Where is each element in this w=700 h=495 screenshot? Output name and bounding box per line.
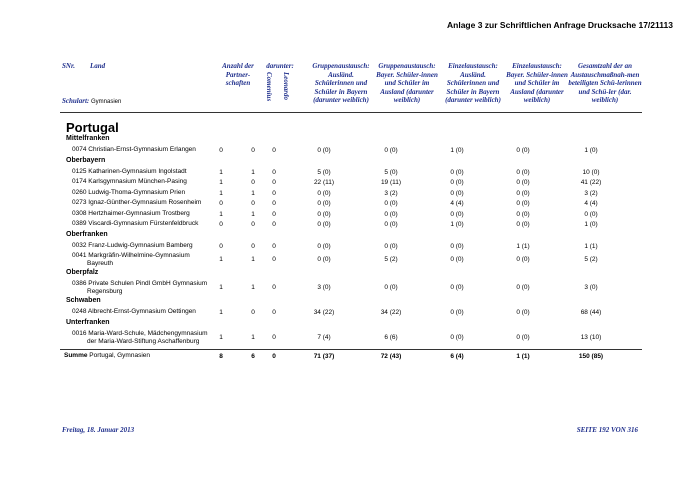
schulart-label: Schulart: [62, 97, 90, 105]
table-row [60, 178, 642, 188]
cell-e2: 1 (1) [516, 242, 530, 250]
school-name-line2: Regensburg [87, 288, 123, 295]
cell-c: 0 [272, 221, 276, 228]
cell-g2: 0 (0) [384, 210, 398, 218]
school-name [72, 146, 196, 154]
school-name [72, 330, 208, 346]
school-name-line1: 0041 Markgräfin-Wilhelmine-Gymnasium [72, 252, 190, 259]
cell-a: 0 [219, 242, 223, 250]
school-name [72, 242, 193, 250]
header-rule [60, 112, 642, 113]
table-row [60, 168, 642, 178]
region-label: Oberpfalz [66, 269, 99, 276]
annex-title: Anlage 3 zur Schriftlichen Anfrage Drucksache 17/21113 [447, 20, 673, 30]
cell-e1: 0 (0) [450, 309, 464, 316]
table-row [60, 146, 642, 156]
cell-g2: 34 (22) [380, 309, 402, 316]
school-name-line1: 0248 Albrecht-Ernst-Gymnasium Oettingen [72, 308, 196, 315]
cell-c: 0 [272, 179, 276, 186]
cell-g2: 3 (2) [384, 189, 398, 197]
cell-e2: 0 (0) [516, 333, 530, 341]
cell-g1: 0 (0) [317, 189, 331, 197]
cell-a: 1 [219, 189, 223, 197]
region-label: Oberbayern [66, 156, 106, 164]
cell-t: 10 (0) [582, 168, 600, 176]
cell-e1: 0 (0) [450, 210, 464, 218]
cell-c: 0 [272, 309, 276, 316]
cell-b: 0 [251, 221, 255, 228]
cell-c: 0 [272, 242, 276, 250]
cell-c: 0 [272, 147, 276, 154]
cell-e1: 0 (0) [450, 242, 464, 250]
cell-b: 0 [251, 147, 255, 154]
cell-e2: 0 (0) [516, 189, 530, 197]
header-col3: Einzelaustausch: Ausländ. Schülerinnen und Schüler in Bayern (darunter weiblich) [445, 62, 501, 104]
cell-c: 0 [272, 210, 276, 218]
cell-e1: 0 (0) [450, 256, 464, 263]
cell-a: 1 [219, 333, 223, 341]
cell-g2: 0 (0) [384, 221, 398, 228]
cell-g2: 5 (2) [384, 256, 398, 263]
cell-t: 41 (22) [580, 179, 602, 186]
sum-cell-g1: 71 (37) [313, 352, 335, 360]
sum-rule [60, 349, 642, 350]
school-name-line1: 0273 Ignaz-Günther-Gymnasium Rosenheim [72, 199, 202, 206]
schulart-value: Gymnasien [90, 99, 122, 105]
cell-t: 3 (0) [584, 284, 598, 291]
header-col4: Einzelaustausch: Bayer. Schüler-innen und Schüler im Ausland (darunter weiblich) [506, 62, 568, 104]
cell-g1: 0 (0) [317, 256, 331, 263]
header-col2: Gruppenaustausch: Bayer. Schüler-innen und Schüler im Ausland (darunter weiblich) [376, 62, 438, 104]
country-heading: Portugal [66, 120, 119, 135]
cell-e2: 0 (0) [516, 179, 530, 186]
region-row [60, 319, 642, 329]
region-label: Schwaben [66, 297, 101, 304]
cell-e2: 0 (0) [516, 309, 530, 316]
cell-g1: 0 (0) [317, 221, 331, 228]
cell-a: 0 [219, 221, 223, 228]
cell-a: 0 [219, 200, 223, 207]
school-name-line2: der Maria-Ward-Stiftung Aschaffenburg [87, 337, 200, 345]
cell-t: 68 (44) [580, 309, 602, 316]
cell-e2: 0 (0) [516, 168, 530, 176]
school-name-line1: 0389 Viscardi-Gymnasium Fürstenfeldbruck [72, 220, 199, 227]
cell-a: 0 [219, 147, 223, 154]
cell-g1: 34 (22) [313, 309, 335, 316]
header-snr: SNr. [62, 62, 76, 70]
cell-e2: 0 (0) [516, 256, 530, 263]
header-darunter-leonardo: Leonardo [282, 72, 290, 100]
cell-b: 0 [251, 200, 255, 207]
cell-e1: 1 (0) [450, 147, 464, 154]
cell-g2: 0 (0) [384, 147, 398, 154]
table-row [60, 280, 642, 295]
school-name [72, 210, 190, 218]
cell-g2: 0 (0) [384, 200, 398, 207]
table-row [60, 252, 642, 267]
cell-b: 1 [251, 168, 255, 176]
cell-g1: 0 (0) [317, 210, 331, 218]
region-row [60, 231, 642, 241]
footer-date: Freitag, 18. Januar 2013 [62, 426, 135, 434]
footer-page: SEITE 192 VON 316 [576, 426, 638, 434]
school-name [72, 280, 207, 296]
region-label: Unterfranken [66, 318, 110, 326]
school-name-line1: 0174 Karlsgymnasium München-Pasing [72, 178, 187, 185]
cell-g1: 0 (0) [317, 147, 331, 154]
header-col5: Gesamtzahl der an Austauschmaßnah-men beteiligten Schü-lerinnen und Schü-ler (dar. weiblich) [568, 62, 642, 104]
cell-b: 1 [251, 189, 255, 197]
sum-cell-t: 150 (85) [578, 352, 604, 360]
cell-e2: 0 (0) [516, 284, 530, 291]
school-name [72, 168, 187, 176]
header-anzahl: Anzahl der Partner-schaften [222, 62, 254, 87]
cell-b: 0 [251, 242, 255, 250]
cell-b: 1 [251, 284, 255, 291]
cell-g1: 22 (11) [313, 179, 335, 186]
cell-c: 0 [272, 284, 276, 291]
cell-g1: 3 (0) [317, 284, 331, 291]
header-schulart [62, 97, 121, 107]
cell-a: 1 [219, 168, 223, 176]
school-name [72, 252, 190, 268]
cell-g2: 6 (6) [384, 333, 398, 341]
sum-cell-e2: 1 (1) [516, 352, 530, 360]
region-row [60, 157, 642, 167]
table-row [60, 308, 642, 318]
cell-a: 1 [219, 284, 223, 291]
cell-t: 5 (2) [584, 256, 598, 263]
cell-g1: 7 (4) [317, 333, 331, 341]
cell-e1: 0 (0) [450, 284, 464, 291]
school-name-line1: 0308 Hertzhaimer-Gymnasium Trostberg [72, 209, 190, 217]
table-row [60, 242, 642, 252]
cell-c: 0 [272, 256, 276, 263]
cell-t: 1 (0) [584, 221, 598, 228]
cell-g1: 0 (0) [317, 242, 331, 250]
header-col1: Gruppenaustausch: Ausländ. Schülerinnen und Schüler in Bayern (darunter weiblich) [312, 62, 370, 104]
sum-cell-c: 0 [272, 352, 276, 360]
sum-label-bold: Summe [64, 351, 88, 359]
cell-g2: 5 (0) [384, 168, 398, 176]
header-darunter-comenius: Comenius [265, 72, 273, 102]
cell-c: 0 [272, 168, 276, 176]
region-row [60, 135, 642, 145]
table-row [60, 199, 642, 209]
table-row [60, 220, 642, 230]
cell-t: 4 (4) [584, 200, 598, 207]
cell-e1: 1 (0) [450, 221, 464, 228]
school-name-line2: Bayreuth [87, 260, 114, 267]
sum-label [64, 352, 150, 360]
cell-b: 1 [251, 256, 255, 263]
cell-a: 1 [219, 256, 223, 263]
cell-c: 0 [272, 333, 276, 341]
region-row [60, 297, 642, 307]
cell-g2: 0 (0) [384, 284, 398, 291]
school-name [72, 220, 198, 228]
cell-c: 0 [272, 189, 276, 197]
school-name-line1: 0386 Private Schulen Pindl GmbH Gymnasium [72, 280, 208, 287]
school-name [72, 189, 185, 197]
header-land: Land [90, 62, 106, 70]
school-name [72, 178, 187, 186]
header-darunter: darunter: [266, 62, 294, 70]
region-row [60, 269, 642, 279]
region-label: Mittelfranken [66, 135, 110, 142]
cell-a: 1 [219, 210, 223, 218]
region-label: Oberfranken [66, 230, 108, 238]
cell-b: 0 [251, 179, 255, 186]
cell-g1: 0 (0) [317, 200, 331, 207]
school-name-line1: 0074 Christian-Ernst-Gymnasium Erlangen [72, 146, 196, 153]
cell-e1: 0 (0) [450, 189, 464, 197]
school-name-line1: 0125 Katharinen-Gymnasium Ingolstadt [72, 167, 187, 175]
sum-label-rest: Portugal, Gymnasien [89, 351, 150, 359]
table-row [60, 329, 642, 345]
school-name [72, 308, 196, 316]
table-row [60, 210, 642, 220]
cell-a: 1 [219, 309, 223, 316]
cell-t: 3 (2) [584, 189, 598, 197]
sum-cell-a: 8 [219, 352, 223, 360]
cell-t: 0 (0) [584, 210, 598, 218]
cell-e2: 0 (0) [516, 147, 530, 154]
table-header [60, 62, 642, 114]
cell-e1: 4 (4) [450, 200, 464, 207]
cell-g2: 19 (11) [380, 179, 402, 186]
cell-e2: 0 (0) [516, 221, 530, 228]
cell-b: 0 [251, 309, 255, 316]
school-name [72, 199, 201, 207]
cell-t: 1 (0) [584, 147, 598, 154]
cell-b: 1 [251, 333, 255, 341]
cell-a: 1 [219, 179, 223, 186]
cell-e1: 0 (0) [450, 179, 464, 186]
cell-e1: 0 (0) [450, 168, 464, 176]
cell-t: 1 (1) [584, 242, 598, 250]
sum-cell-e1: 6 (4) [450, 352, 464, 360]
cell-e2: 0 (0) [516, 200, 530, 207]
cell-g2: 0 (0) [384, 242, 398, 250]
sum-cell-b: 6 [251, 352, 255, 360]
cell-t: 13 (10) [580, 333, 602, 341]
cell-c: 0 [272, 200, 276, 207]
table-row [60, 189, 642, 199]
cell-b: 1 [251, 210, 255, 218]
sum-row [60, 352, 642, 362]
cell-g1: 5 (0) [317, 168, 331, 176]
cell-e1: 0 (0) [450, 333, 464, 341]
school-name-line1: 0016 Maria-Ward-Schule, Mädchengymnasium [72, 329, 208, 337]
cell-e2: 0 (0) [516, 210, 530, 218]
sum-cell-g2: 72 (43) [380, 352, 402, 360]
school-name-line1: 0032 Franz-Ludwig-Gymnasium Bamberg [72, 241, 193, 249]
school-name-line1: 0260 Ludwig-Thoma-Gymnasium Prien [72, 188, 186, 196]
